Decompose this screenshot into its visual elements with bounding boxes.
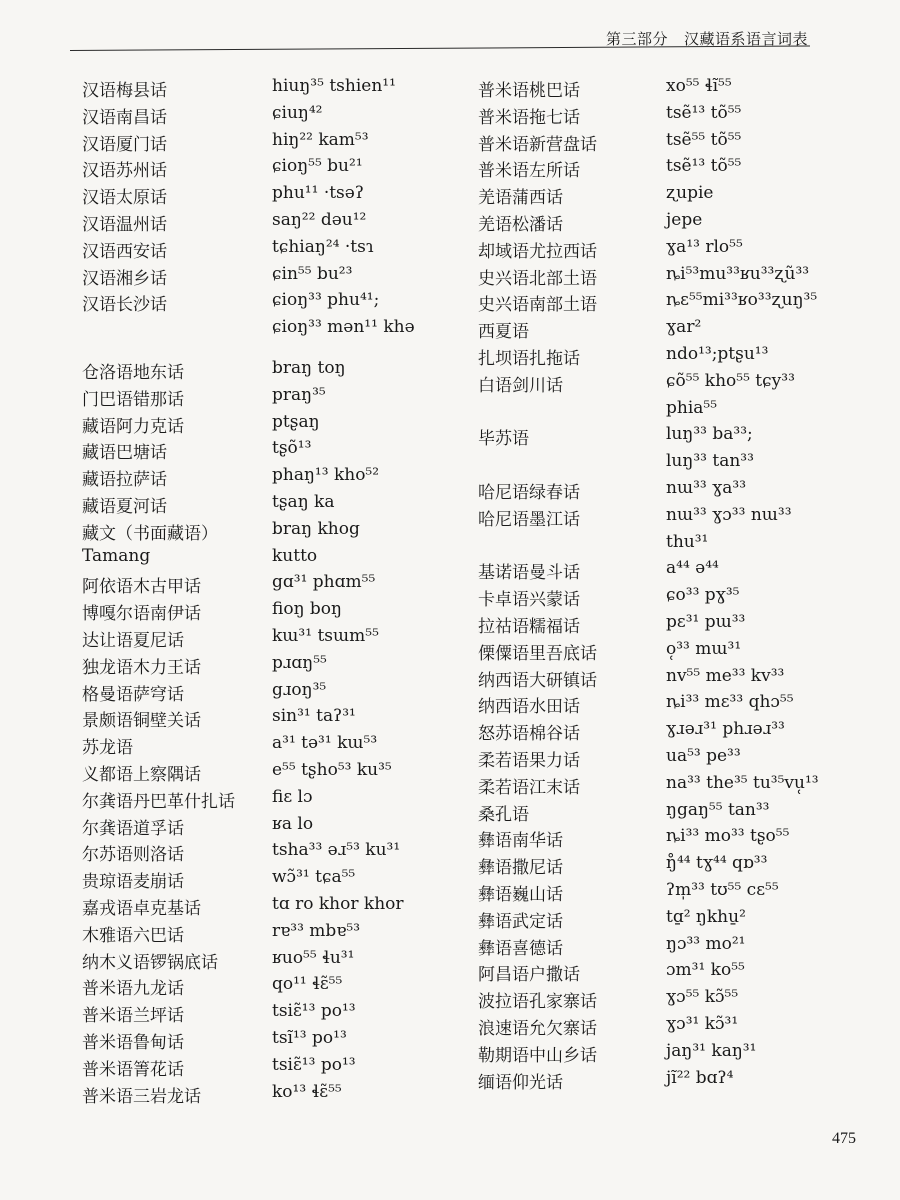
word-form: o̜³³ mɯ³¹: [666, 638, 742, 659]
word-form: tɑ̱² ŋkhu̱²: [666, 906, 746, 927]
word-form: ua⁵³ pe³³: [666, 746, 741, 766]
language-name: 藏语拉萨话: [82, 470, 167, 491]
word-form: tsẽ¹³ tõ⁵⁵: [666, 156, 742, 177]
word-form: ko¹³ ɬɛ̃⁵⁵: [272, 1081, 342, 1102]
word-form: ɣar²: [666, 317, 702, 338]
word-form: tɑ ro khor khor: [272, 894, 404, 914]
word-form: gɑ³¹ phɑm⁵⁵: [272, 572, 376, 593]
language-name: 普米语九龙话: [82, 979, 184, 1000]
word-form: jĩ²² bɑʔ⁴: [666, 1067, 734, 1088]
word-form: ɣɹəɹ³¹ phɹəɹ³³: [666, 719, 785, 740]
language-name: 仓洛语地东话: [82, 363, 184, 383]
word-form: ɣɔ⁵⁵ kɔ̃⁵⁵: [666, 987, 739, 1008]
word-form: tsẽ¹³ tõ⁵⁵: [666, 102, 742, 123]
word-form: pɹɑŋ⁵⁵: [272, 652, 327, 673]
language-name: 木雅语六巴话: [82, 925, 184, 946]
language-name: 桑孔语: [478, 804, 529, 825]
language-name: 纳西语水田话: [478, 697, 580, 718]
language-name: 博嘎尔语南伊话: [82, 604, 201, 625]
word-form: luŋ³³ tan³³: [666, 451, 754, 472]
language-name: 嘉戎语卓克基话: [82, 899, 201, 919]
word-form: ʁuo⁵⁵ ɬu³¹: [272, 947, 355, 968]
language-name: 白语剑川话: [478, 375, 563, 396]
language-name: 门巴语错那话: [82, 389, 184, 410]
language-name: 哈尼语墨江话: [478, 509, 580, 530]
word-form: phu¹¹ ·tsəʔ: [272, 183, 364, 204]
word-form: praŋ³⁵: [272, 384, 326, 405]
language-name: 拉祜语糯福话: [478, 617, 580, 637]
language-name: 尔苏语则洛话: [82, 845, 184, 866]
language-name: 汉语梅县话: [82, 81, 167, 101]
word-form: kutto: [272, 545, 318, 566]
word-form: ɕioŋ³³ mən¹¹ khə: [272, 317, 415, 338]
language-name: 纳木义语锣锅底话: [82, 952, 218, 973]
word-form: thu³¹: [666, 531, 709, 552]
word-form: nɯ³³ ɣɔ³³ nɯ³³: [666, 504, 792, 525]
language-name: 西夏语: [478, 322, 529, 343]
language-name: 普米语桃巴话: [478, 81, 580, 101]
language-name: 景颇语铜壁关话: [82, 711, 201, 732]
language-name: 彝语南华话: [478, 831, 563, 852]
language-name: 缅语仰光话: [478, 1072, 563, 1093]
word-form: saŋ²² dəu¹²: [272, 210, 367, 230]
language-name: 普米语兰坪话: [82, 1006, 184, 1027]
language-name: 哈尼语绿春话: [478, 483, 580, 503]
word-form: tʂaŋ ka: [272, 492, 335, 512]
word-form: ndo¹³;ptʂu¹³: [666, 344, 769, 364]
language-name: 彝语武定话: [478, 911, 563, 932]
word-form: ȵi³³ mo³³ tʂo⁵⁵: [666, 826, 790, 847]
word-form: e⁵⁵ tʂho⁵³ ku³⁵: [272, 760, 392, 780]
language-name: 彝语喜德话: [478, 938, 563, 959]
language-name: 藏语夏河话: [82, 497, 167, 517]
language-name: 汉语太原话: [82, 188, 167, 209]
word-form: ȵi⁵³mu³³ʁu³³ʐũ³³: [666, 263, 810, 284]
word-form: ȵɛ⁵⁵mi³³ʁo³³ʐuŋ³⁵: [666, 290, 818, 311]
word-form: ȵi³³ mɛ³³ qhɔ⁵⁵: [666, 692, 794, 713]
language-name: 普米语三岩龙话: [82, 1086, 201, 1107]
language-name: 汉语湘乡话: [82, 268, 167, 289]
language-name: 普米语拖七话: [478, 107, 580, 128]
language-name: 格曼语萨穹话: [82, 684, 184, 705]
language-name: 羌语松潘话: [478, 215, 563, 235]
word-form: fiɛ lɔ: [272, 786, 313, 807]
running-header: [0, 0, 900, 70]
word-form: ʔm̩³³ tʊ⁵⁵ cɛ⁵⁵: [666, 880, 779, 900]
word-form: wɔ̃³¹ tɕa⁵⁵: [272, 867, 356, 888]
language-name: 普米语左所话: [478, 161, 580, 182]
language-name: 羌语蒲西话: [478, 188, 563, 209]
word-form: kɯ³¹ tsɯm⁵⁵: [272, 626, 379, 646]
word-form: a⁴⁴ ə⁴⁴: [666, 558, 719, 579]
language-name: 卡卓语兴蒙话: [478, 590, 580, 611]
page-number: 475: [832, 1130, 856, 1147]
word-form: sin³¹ taʔ³¹: [272, 706, 356, 727]
language-name: 扎坝语扎拖话: [478, 349, 580, 369]
word-form: braŋ toŋ: [272, 358, 346, 378]
word-form: tsiɛ̃¹³ po¹³: [272, 1001, 356, 1022]
word-form: tsẽ⁵⁵ tõ⁵⁵: [666, 129, 742, 150]
word-form: ɕiuŋ⁴²: [272, 102, 323, 123]
word-form: a³¹ tə³¹ kɯ⁵³: [272, 733, 378, 754]
word-form: ɕõ⁵⁵ kho⁵⁵ tɕy³³: [666, 370, 795, 391]
language-name: 阿依语木古甲话: [82, 577, 201, 598]
language-name: 藏语巴塘话: [82, 443, 167, 464]
language-name: 独龙语木力王话: [82, 657, 201, 678]
word-form: nv⁵⁵ me³³ kv³³: [666, 665, 785, 686]
language-name: 基诺语曼斗话: [478, 563, 580, 584]
language-name: 汉语厦门话: [82, 134, 167, 155]
word-form: tsĩ¹³ po¹³: [272, 1028, 347, 1048]
language-name: 普米语新营盘话: [478, 134, 597, 155]
language-name: 尔龚语丹巴革什扎话: [82, 791, 235, 812]
language-name: Tamang: [82, 545, 151, 566]
language-name: 汉语长沙话: [82, 295, 167, 316]
word-form: ɔm³¹ ko⁵⁵: [666, 960, 745, 981]
word-form: gɹoŋ³⁵: [272, 679, 327, 700]
language-name: 尔龚语道孚话: [82, 818, 184, 839]
language-name: 波拉语孔家寨话: [478, 992, 597, 1013]
word-form: luŋ³³ ba³³;: [666, 424, 753, 445]
word-form: ɕo³³ pɣ³⁵: [666, 585, 740, 606]
language-name: 汉语南昌话: [82, 107, 167, 128]
word-form: tɕhiaŋ²⁴ ·tsɿ: [272, 236, 374, 257]
language-name: 毕苏语: [478, 429, 529, 450]
word-form: ŋɔ³³ mo²¹: [666, 933, 746, 954]
language-name: 柔若语果力话: [478, 751, 580, 771]
word-form: jepe: [666, 210, 703, 230]
word-form: tsha³³ əɹ⁵³ ku³¹: [272, 840, 401, 861]
header-part-label: 第三部分: [605, 30, 668, 48]
language-name: 义都语上察隅话: [82, 765, 201, 785]
language-name: 阿昌语户撒话: [478, 965, 580, 986]
language-name: 彝语巍山话: [478, 885, 563, 905]
language-name: 汉语温州话: [82, 215, 167, 235]
word-form: ʐupie: [666, 183, 714, 204]
word-form: jaŋ³¹ kaŋ³¹: [666, 1040, 757, 1061]
word-form: ɕioŋ³³ phu⁴¹;: [272, 290, 380, 311]
word-form: ɣa¹³ rlo⁵⁵: [666, 236, 743, 257]
word-form: ɕioŋ⁵⁵ bu²¹: [272, 156, 363, 177]
language-name: 纳西语大研镇话: [478, 670, 597, 691]
language-name: 勒期语中山乡话: [478, 1045, 597, 1066]
word-form: fioŋ boŋ: [272, 599, 342, 620]
language-name: 傈僳语里吾底话: [478, 643, 597, 664]
word-form: ɕin⁵⁵ bu²³: [272, 263, 353, 284]
word-form: ptʂaŋ: [272, 411, 320, 432]
word-form: phaŋ¹³ kho⁵²: [272, 465, 380, 486]
language-name: 贵琼语麦崩话: [82, 872, 184, 893]
word-form: ŋgaŋ⁵⁵ tan³³: [666, 799, 770, 820]
word-form: xo⁵⁵ ɬĩ⁵⁵: [666, 76, 732, 96]
language-name: 史兴语北部土语: [478, 268, 597, 289]
word-form: ɣɔ³¹ kɔ̃³¹: [666, 1014, 739, 1034]
word-form: tsiɛ̃¹³ po¹³: [272, 1054, 356, 1075]
word-form: rɐ³³ mbɐ⁵³: [272, 920, 361, 941]
language-name: 达让语夏尼话: [82, 631, 184, 651]
word-form: qo¹¹ ɬɛ̃⁵⁵: [272, 974, 343, 995]
language-name: 普米语箐花话: [82, 1059, 184, 1080]
language-name: 汉语西安话: [82, 241, 167, 262]
word-form: tʂõ¹³: [272, 438, 312, 459]
header-title: 汉藏语系语言词表: [683, 30, 808, 48]
word-form: hiuŋ³⁵ tshien¹¹: [272, 76, 396, 96]
word-form: nɯ³³ ɣa³³: [666, 478, 747, 498]
language-name: 汉语苏州话: [82, 161, 167, 182]
language-name: 藏文（书面藏语）: [82, 523, 218, 544]
word-form: na³³ the³⁵ tu³⁵vu̜¹³: [666, 772, 819, 793]
language-name: 柔若语江末话: [478, 777, 580, 798]
language-name: 普米语鲁甸话: [82, 1033, 184, 1053]
language-name: 史兴语南部土语: [478, 295, 597, 316]
word-form: hiŋ²² kam⁵³: [272, 129, 369, 150]
word-form: ŋ̊⁴⁴ tɣ⁴⁴ qɒ³³: [666, 853, 768, 874]
word-form: phia⁵⁵: [666, 397, 718, 418]
word-form: ʁa lo: [272, 813, 314, 834]
language-name: 彝语撒尼话: [478, 858, 563, 879]
word-form: pɛ³¹ pɯ³³: [666, 612, 746, 632]
language-name: 怒苏语棉谷话: [478, 724, 580, 745]
language-name: 浪速语允欠寨话: [478, 1019, 597, 1039]
word-form: braŋ khog: [272, 518, 360, 539]
language-name: 却域语尤拉西话: [478, 241, 597, 262]
language-name: 苏龙语: [82, 738, 133, 759]
language-name: 藏语阿力克话: [82, 416, 184, 437]
